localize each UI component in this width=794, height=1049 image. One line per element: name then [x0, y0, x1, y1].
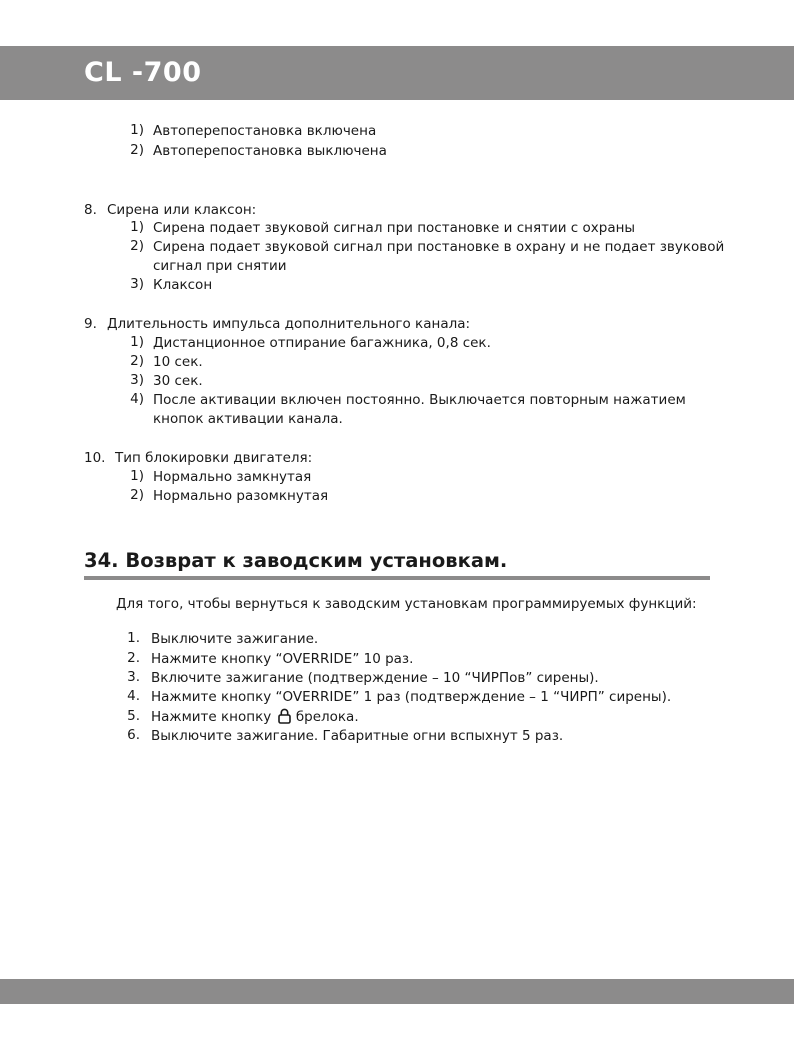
list-number: 2) [130, 238, 144, 254]
list-item: Клаксон [153, 277, 213, 293]
section-intro: Для того, чтобы вернуться к заводским установкам программируемых функций: [116, 596, 697, 612]
list-item: Сирена подает звуковой сигнал при постановке в охрану и не подает звуковой [153, 239, 725, 255]
step-text: Выключите зажигание. [151, 631, 319, 647]
list-number: 1) [130, 334, 144, 350]
step-number: 6. [127, 727, 140, 743]
item-title: Сирена или клаксон: [107, 202, 257, 218]
step-number: 2. [127, 650, 140, 666]
header-bar [0, 46, 794, 100]
footer-bar [0, 979, 794, 1004]
lock-icon [278, 708, 291, 729]
list-number: 3) [130, 276, 144, 292]
list-number: 3) [130, 372, 144, 388]
section-divider [84, 576, 710, 580]
list-number: 1) [130, 219, 144, 235]
step-number: 4. [127, 688, 140, 704]
list-number: 1) [130, 122, 144, 138]
list-item: Нормально разомкнутая [153, 488, 329, 504]
list-item: Сирена подает звуковой сигнал при постановке и снятии с охраны [153, 220, 636, 236]
step-number: 1. [127, 630, 140, 646]
step-text: Включите зажигание (подтверждение – 10 “ЧИРПов” сирены). [151, 670, 599, 686]
step-number: 3. [127, 669, 140, 685]
step-text-after: брелока. [295, 709, 359, 725]
item-number: 10. [84, 450, 106, 466]
step-text: Нажмите кнопку “OVERRIDE” 10 раз. [151, 651, 414, 667]
item-number: 8. [84, 202, 97, 218]
list-number: 4) [130, 391, 144, 407]
list-number: 2) [130, 142, 144, 158]
step-text-before: Нажмите кнопку [151, 709, 272, 725]
step-text: Нажмите кнопку “OVERRIDE” 1 раз (подтверждение – 1 “ЧИРП” сирены). [151, 689, 672, 705]
document-title: CL -700 [84, 57, 202, 88]
list-number: 2) [130, 353, 144, 369]
list-item: 30 сек. [153, 373, 203, 389]
list-number: 1) [130, 468, 144, 484]
list-item: Автоперепостановка выключена [153, 143, 387, 159]
list-item: 10 сек. [153, 354, 203, 370]
list-number: 2) [130, 487, 144, 503]
step-text: Выключите зажигание. Габаритные огни вспыхнут 5 раз. [151, 728, 564, 744]
item-title: Длительность импульса дополнительного канала: [107, 316, 471, 332]
list-item: Дистанционное отпирание багажника, 0,8 сек. [153, 335, 491, 351]
section-heading: 34. Возврат к заводским установкам. [84, 549, 508, 572]
item-number: 9. [84, 316, 97, 332]
item-title: Тип блокировки двигателя: [115, 450, 313, 466]
step-text [151, 708, 359, 729]
step-number: 5. [127, 708, 140, 724]
list-item: Автоперепостановка включена [153, 123, 377, 139]
list-item: После активации включен постоянно. Выключается повторным нажатием [153, 392, 686, 408]
list-item-continuation: кнопок активации канала. [153, 411, 343, 427]
list-item: Нормально замкнутая [153, 469, 312, 485]
list-item-continuation: сигнал при снятии [153, 258, 287, 274]
